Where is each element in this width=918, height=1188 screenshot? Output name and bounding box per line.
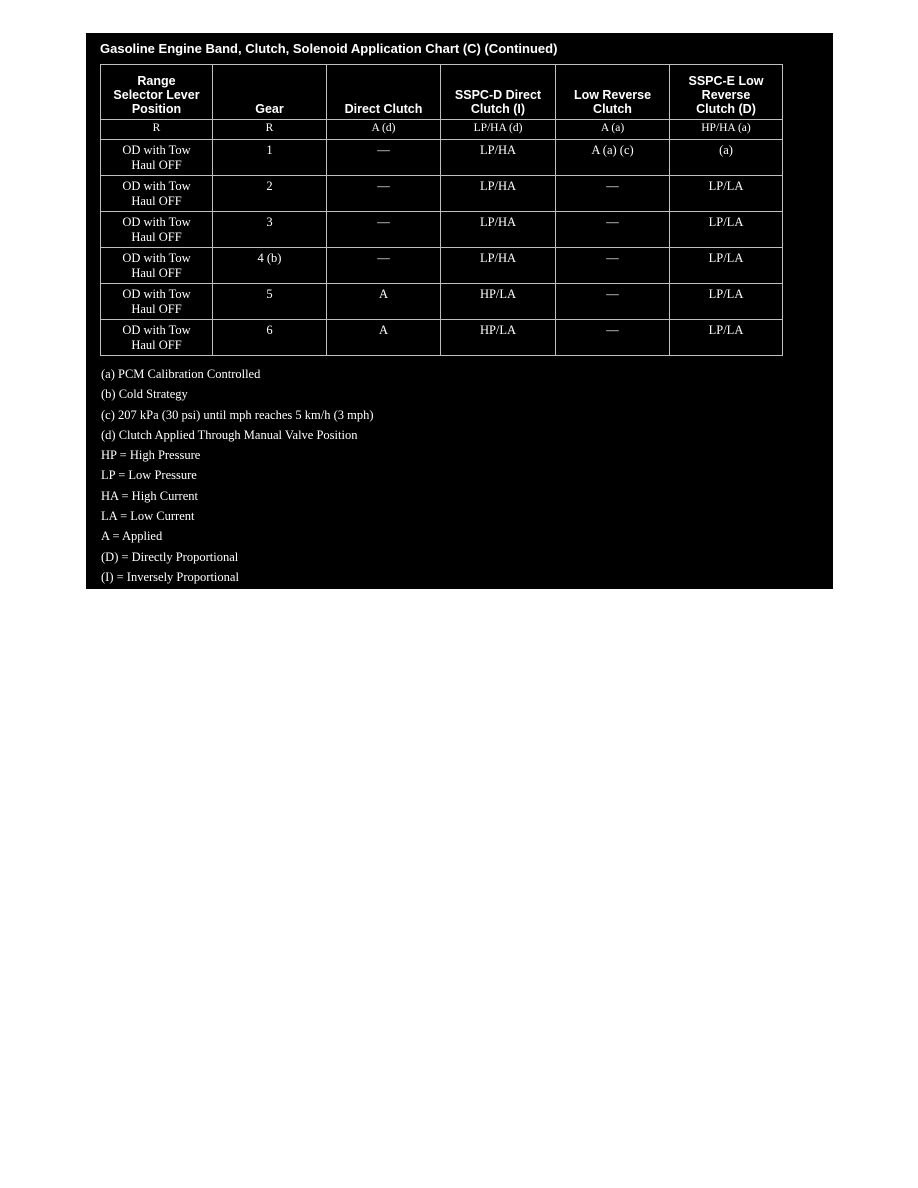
cell-text: R bbox=[152, 122, 161, 134]
header-text: Selector Lever bbox=[113, 88, 200, 102]
header-text: Clutch bbox=[593, 102, 632, 116]
table-row bbox=[101, 120, 783, 140]
header-text: Clutch (D) bbox=[696, 102, 756, 116]
table-cell bbox=[327, 176, 441, 212]
table-cell bbox=[101, 320, 213, 356]
chart-title: Gasoline Engine Band, Clutch, Solenoid Application Chart (C) (Continued) bbox=[100, 41, 558, 56]
table-cell bbox=[327, 120, 441, 140]
table-cell bbox=[327, 212, 441, 248]
table-cell bbox=[101, 140, 213, 176]
table-cell bbox=[556, 176, 670, 212]
table-cell bbox=[213, 248, 327, 284]
header-text: SSPC-D Direct bbox=[454, 88, 542, 102]
legend-note: LP = Low Pressure bbox=[101, 468, 197, 483]
legend-notes bbox=[101, 367, 374, 590]
header-text: SSPC-E Low bbox=[688, 74, 764, 88]
table-cell bbox=[327, 248, 441, 284]
legend-note: A = Applied bbox=[101, 529, 163, 544]
cell-text: — bbox=[377, 143, 390, 157]
cell-text: HP/LA bbox=[479, 287, 517, 301]
header-text: Direct Clutch bbox=[344, 102, 423, 116]
cell-text: A (a) (c) bbox=[591, 143, 634, 157]
table-cell bbox=[670, 140, 783, 176]
cell-text: 3 bbox=[266, 215, 273, 229]
cell-text: Haul OFF bbox=[131, 338, 182, 352]
cell-text: HP/HA (a) bbox=[701, 122, 751, 134]
cell-text: 6 bbox=[266, 323, 273, 337]
low-reverse-header bbox=[556, 65, 670, 120]
cell-text: LP/LA bbox=[708, 323, 744, 337]
legend-note: (c) 207 kPa (30 psi) until mph reaches 5 km/h (3 mph) bbox=[101, 407, 374, 422]
cell-text: A (a) bbox=[600, 122, 625, 134]
sspc-e-header bbox=[670, 65, 783, 120]
table-cell bbox=[441, 248, 556, 284]
cell-text: — bbox=[377, 215, 390, 229]
legend-note: (D) = Directly Proportional bbox=[101, 549, 239, 564]
gear-header bbox=[213, 65, 327, 120]
cell-text: 4 (b) bbox=[257, 251, 282, 265]
cell-text: LP/HA bbox=[479, 143, 517, 157]
table-cell bbox=[213, 176, 327, 212]
legend-note: LA = Low Current bbox=[101, 509, 195, 524]
cell-text: Haul OFF bbox=[131, 302, 182, 316]
table-cell bbox=[441, 284, 556, 320]
table-cell bbox=[556, 212, 670, 248]
cell-text: LP/HA bbox=[479, 179, 517, 193]
cell-text: LP/HA bbox=[479, 215, 517, 229]
cell-text: LP/LA bbox=[708, 251, 744, 265]
table-body bbox=[101, 120, 783, 356]
cell-text: Haul OFF bbox=[131, 230, 182, 244]
cell-text: OD with Tow bbox=[122, 251, 191, 265]
cell-text: A bbox=[378, 287, 389, 301]
cell-text: — bbox=[606, 251, 619, 265]
cell-text: Haul OFF bbox=[131, 194, 182, 208]
table-row bbox=[101, 248, 783, 284]
table-cell bbox=[101, 212, 213, 248]
table-cell bbox=[670, 212, 783, 248]
sspc-d-header bbox=[441, 65, 556, 120]
cell-text: A (d) bbox=[371, 122, 396, 134]
table-cell bbox=[670, 284, 783, 320]
header-text: Gear bbox=[255, 102, 284, 116]
table-cell bbox=[213, 212, 327, 248]
cell-text: Haul OFF bbox=[131, 266, 182, 280]
table-cell bbox=[101, 248, 213, 284]
cell-text: LP/LA bbox=[708, 215, 744, 229]
table-cell bbox=[213, 284, 327, 320]
table-cell bbox=[441, 320, 556, 356]
table-cell bbox=[213, 140, 327, 176]
header-row bbox=[101, 65, 783, 120]
table-cell bbox=[556, 320, 670, 356]
cell-text: 1 bbox=[266, 143, 273, 157]
table-cell bbox=[327, 320, 441, 356]
cell-text: — bbox=[377, 251, 390, 265]
legend-note: (b) Cold Strategy bbox=[101, 387, 188, 402]
table-cell bbox=[556, 248, 670, 284]
cell-text: OD with Tow bbox=[122, 179, 191, 193]
table-row bbox=[101, 140, 783, 176]
cell-text: Haul OFF bbox=[131, 158, 182, 172]
table-row bbox=[101, 284, 783, 320]
header-text: Reverse bbox=[701, 88, 751, 102]
table-cell bbox=[670, 176, 783, 212]
range-selector-header bbox=[101, 65, 213, 120]
cell-text: 5 bbox=[266, 287, 273, 301]
table-cell bbox=[441, 212, 556, 248]
cell-text: (a) bbox=[719, 143, 733, 157]
cell-text: OD with Tow bbox=[122, 143, 191, 157]
table-row bbox=[101, 212, 783, 248]
table-cell bbox=[327, 140, 441, 176]
legend-note: HP = High Pressure bbox=[101, 448, 201, 463]
table-cell bbox=[556, 140, 670, 176]
cell-text: LP/HA bbox=[479, 251, 517, 265]
legend-note: (a) PCM Calibration Controlled bbox=[101, 367, 261, 381]
table-cell bbox=[670, 248, 783, 284]
header-text: Low Reverse bbox=[573, 88, 652, 102]
legend-note: (d) Clutch Applied Through Manual Valve Position bbox=[101, 427, 358, 442]
cell-text: HP/LA bbox=[479, 323, 517, 337]
table-cell bbox=[101, 284, 213, 320]
legend-note: HA = High Current bbox=[101, 488, 198, 503]
direct-clutch-header bbox=[327, 65, 441, 120]
table-cell bbox=[213, 120, 327, 140]
cell-text: — bbox=[606, 287, 619, 301]
cell-text: LP/LA bbox=[708, 179, 744, 193]
legend-note: (I) = Inversely Proportional bbox=[101, 569, 239, 584]
application-chart-table bbox=[100, 64, 783, 356]
table-cell bbox=[441, 120, 556, 140]
table-cell bbox=[670, 120, 783, 140]
cell-text: OD with Tow bbox=[122, 215, 191, 229]
table-row bbox=[101, 176, 783, 212]
table-cell bbox=[101, 120, 213, 140]
table-cell bbox=[327, 284, 441, 320]
cell-text: A bbox=[378, 323, 389, 337]
cell-text: — bbox=[606, 179, 619, 193]
table-cell bbox=[556, 284, 670, 320]
cell-text: — bbox=[377, 179, 390, 193]
table-cell bbox=[101, 176, 213, 212]
cell-text: LP/HA (d) bbox=[473, 122, 523, 134]
table-cell bbox=[213, 320, 327, 356]
cell-text: OD with Tow bbox=[122, 323, 191, 337]
cell-text: — bbox=[606, 215, 619, 229]
header-text: Range bbox=[137, 74, 176, 88]
header-text: Position bbox=[131, 102, 182, 116]
cell-text: OD with Tow bbox=[122, 287, 191, 301]
table-row bbox=[101, 320, 783, 356]
cell-text: — bbox=[606, 323, 619, 337]
cell-text: 2 bbox=[266, 179, 273, 193]
cell-text: R bbox=[265, 122, 274, 134]
chart-panel bbox=[86, 33, 833, 589]
header-text: Clutch (I) bbox=[470, 102, 526, 116]
table-cell bbox=[441, 176, 556, 212]
table-cell bbox=[441, 140, 556, 176]
table-cell bbox=[556, 120, 670, 140]
cell-text: LP/LA bbox=[708, 287, 744, 301]
table-cell bbox=[670, 320, 783, 356]
